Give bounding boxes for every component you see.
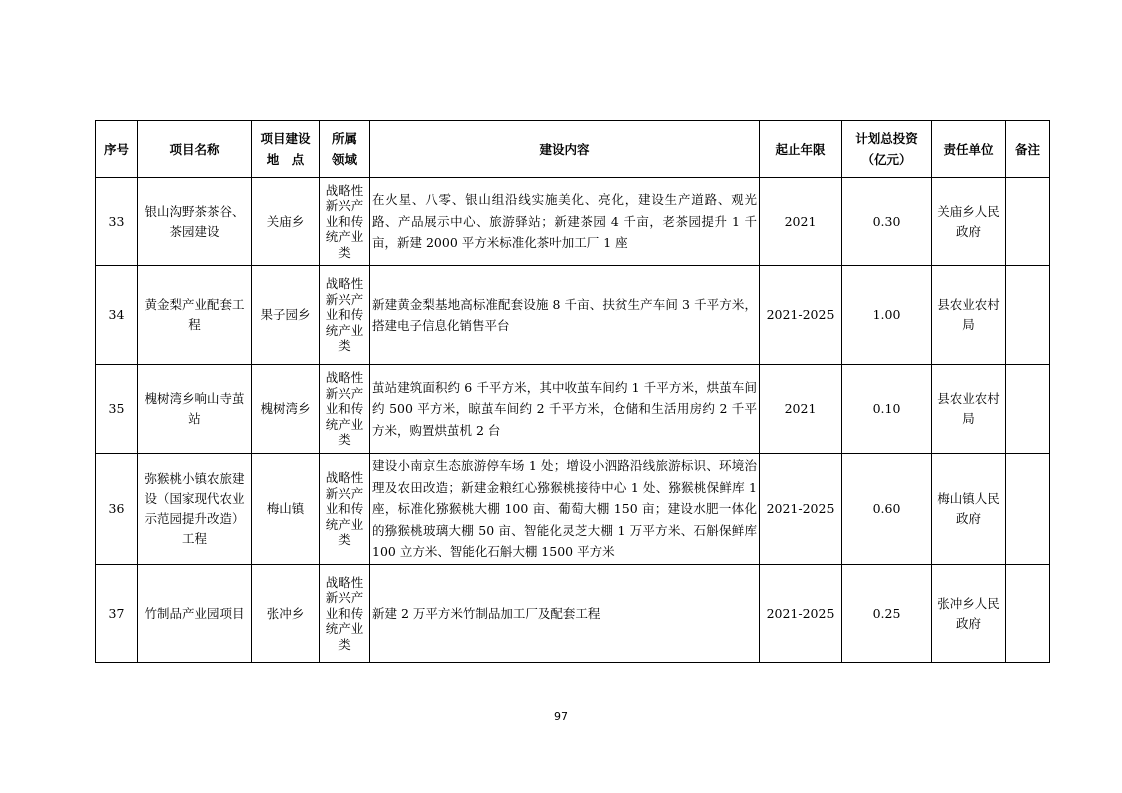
cell-content: 建设小南京生态旅游停车场 1 处；增设小泗路沿线旅游标识、环境治理及农田改造；新建金粮红心猕猴桃接待中心 1 处、猕猴桃保鲜库 1 座，标准化猕猴桃大棚 100 亩、葡萄大棚 150 亩；建设水肥一体化的猕猴桃玻璃大棚 50 亩、智能化灵芝大棚 1 万平方米、石斛保鲜库 100 立方米、智能化石斛大棚 1500 平方米 (370, 454, 760, 565)
cell-name: 黄金梨产业配套工程 (138, 266, 252, 365)
header-investment-line1: 计划总投资 (855, 131, 918, 146)
cell-field: 战略性新兴产业和传统产业类 (320, 454, 370, 565)
header-responsible: 责任单位 (932, 121, 1006, 178)
header-name: 项目名称 (138, 121, 252, 178)
cell-name: 槐树湾乡响山寺茧站 (138, 365, 252, 454)
cell-investment: 0.25 (842, 565, 932, 663)
cell-location: 梅山镇 (252, 454, 320, 565)
table-row (96, 365, 1050, 454)
cell-period: 2021-2025 (760, 454, 842, 565)
cell-investment: 0.10 (842, 365, 932, 454)
cell-seq: 34 (96, 266, 138, 365)
cell-content: 茧站建筑面积约 6 千平方米，其中收茧车间约 1 千平方米，烘茧车间约 500 平方米，晾茧车间约 2 千平方米，仓储和生活用房约 2 千平方米，购置烘茧机 2 台 (370, 365, 760, 454)
header-location-line2: 地 点 (266, 152, 305, 167)
header-investment (842, 121, 932, 178)
header-remarks: 备注 (1006, 121, 1050, 178)
cell-name: 弥猴桃小镇农旅建设（国家现代农业示范园提升改造）工程 (138, 454, 252, 565)
cell-investment: 0.60 (842, 454, 932, 565)
header-location-line1: 项目建设 (260, 131, 311, 146)
cell-content: 新建黄金梨基地高标准配套设施 8 千亩、扶贫生产车间 3 千平方米，搭建电子信息化销售平台 (370, 266, 760, 365)
header-field-line1: 所属 (331, 131, 357, 146)
cell-remarks (1006, 565, 1050, 663)
cell-field: 战略性新兴产业和传统产业类 (320, 365, 370, 454)
cell-content: 在火星、八零、银山组沿线实施美化、亮化，建设生产道路、观光路、产品展示中心、旅游驿站；新建茶园 4 千亩，老茶园提升 1 千亩，新建 2000 平方米标准化茶叶加工厂 1 座 (370, 178, 760, 266)
project-table (95, 120, 1050, 663)
cell-period: 2021-2025 (760, 565, 842, 663)
cell-investment: 0.30 (842, 178, 932, 266)
cell-responsible: 梅山镇人民政府 (932, 454, 1006, 565)
table-header-row (96, 121, 1050, 178)
cell-period: 2021 (760, 365, 842, 454)
header-investment-line2: （亿元） (861, 152, 912, 167)
cell-location: 张冲乡 (252, 565, 320, 663)
cell-seq: 35 (96, 365, 138, 454)
cell-name: 竹制品产业园项目 (138, 565, 252, 663)
header-period: 起止年限 (760, 121, 842, 178)
cell-remarks (1006, 178, 1050, 266)
cell-name: 银山沟野茶茶谷、茶园建设 (138, 178, 252, 266)
cell-seq: 33 (96, 178, 138, 266)
cell-responsible: 关庙乡人民政府 (932, 178, 1006, 266)
cell-location: 果子园乡 (252, 266, 320, 365)
cell-field: 战略性新兴产业和传统产业类 (320, 178, 370, 266)
table-row (96, 454, 1050, 565)
header-field-line2: 领域 (331, 152, 357, 167)
cell-responsible: 县农业农村局 (932, 365, 1006, 454)
cell-remarks (1006, 365, 1050, 454)
table-row (96, 266, 1050, 365)
cell-field: 战略性新兴产业和传统产业类 (320, 266, 370, 365)
cell-remarks (1006, 454, 1050, 565)
table-row (96, 178, 1050, 266)
cell-period: 2021-2025 (760, 266, 842, 365)
cell-remarks (1006, 266, 1050, 365)
cell-responsible: 县农业农村局 (932, 266, 1006, 365)
cell-field: 战略性新兴产业和传统产业类 (320, 565, 370, 663)
cell-period: 2021 (760, 178, 842, 266)
page-number: 97 (554, 710, 568, 723)
header-seq: 序号 (96, 121, 138, 178)
cell-seq: 37 (96, 565, 138, 663)
cell-responsible: 张冲乡人民政府 (932, 565, 1006, 663)
table-row (96, 565, 1050, 663)
header-content: 建设内容 (370, 121, 760, 178)
header-field (320, 121, 370, 178)
cell-location: 槐树湾乡 (252, 365, 320, 454)
cell-seq: 36 (96, 454, 138, 565)
cell-location: 关庙乡 (252, 178, 320, 266)
header-location (252, 121, 320, 178)
cell-investment: 1.00 (842, 266, 932, 365)
cell-content: 新建 2 万平方米竹制品加工厂及配套工程 (370, 565, 760, 663)
